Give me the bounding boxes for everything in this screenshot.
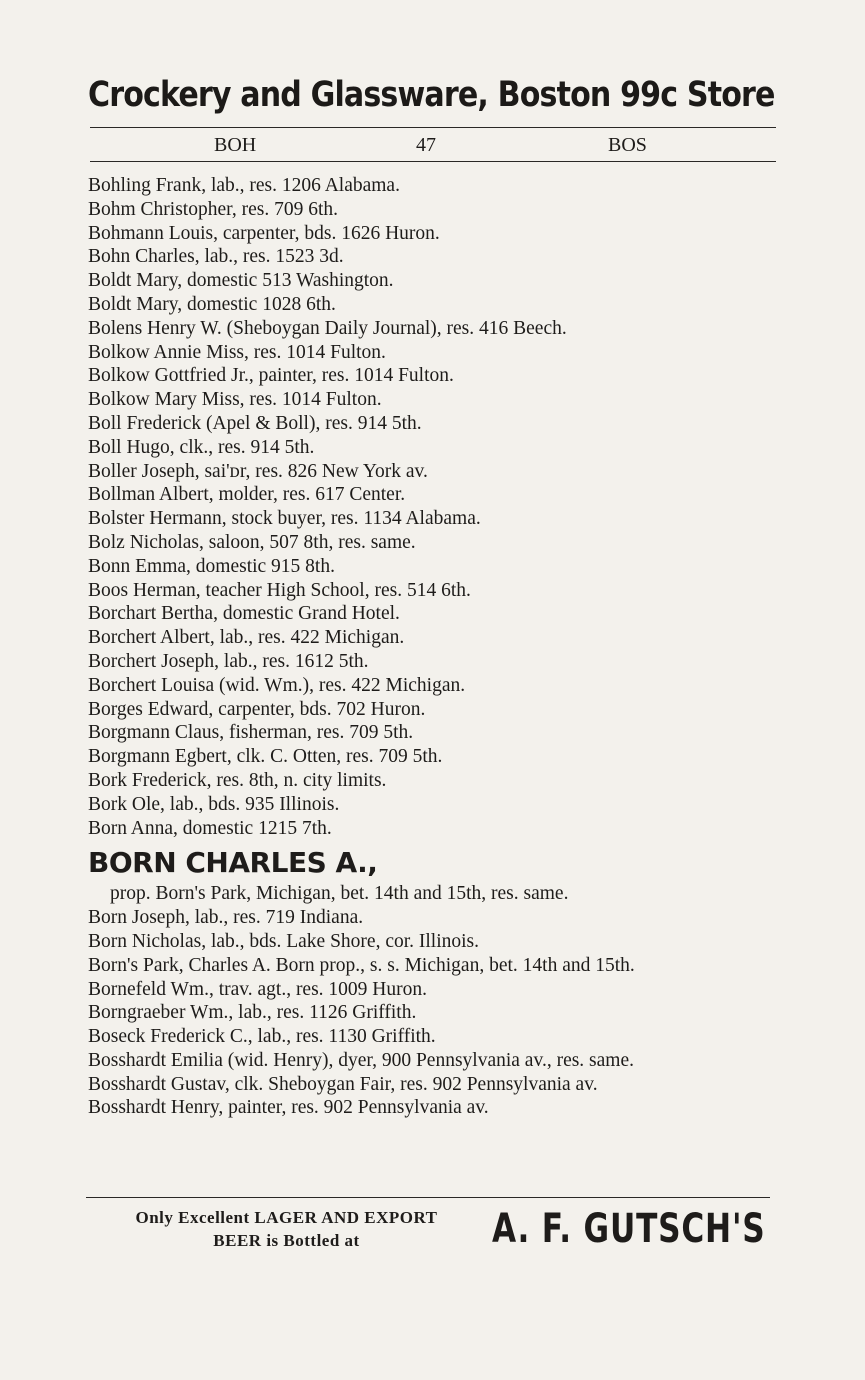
- directory-entry: Born's Park, Charles A. Born prop., s. s. Michigan, bet. 14th and 15th.: [88, 954, 635, 976]
- footer-ad-brand-name: A. F. GUTSCH'S: [492, 1206, 766, 1252]
- page-number: 47: [416, 134, 436, 156]
- feature-entry-heading: BORN CHARLES A.,: [88, 846, 378, 880]
- directory-entry: Borgmann Claus, fisherman, res. 709 5th.: [88, 722, 414, 744]
- directory-entry: Borgmann Egbert, clk. C. Otten, res. 709 5th.: [88, 746, 443, 768]
- directory-entry: Borngraeber Wm., lab., res. 1126 Griffith.: [88, 1002, 417, 1024]
- directory-entry: Bollman Albert, molder, res. 617 Center.: [88, 484, 406, 506]
- directory-entries: [88, 174, 778, 1120]
- footer-ad-tagline: [84, 1206, 489, 1252]
- directory-entry: Bolz Nicholas, saloon, 507 8th, res. same.: [88, 531, 416, 553]
- directory-entry: Borges Edward, carpenter, bds. 702 Huron.: [88, 698, 426, 720]
- directory-entry: Boseck Frederick C., lab., res. 1130 Griffith.: [88, 1026, 436, 1048]
- directory-entry: Boll Frederick (Apel & Boll), res. 914 5th.: [88, 412, 422, 434]
- header-rule-bottom: [90, 161, 776, 162]
- header-rule-top: [90, 127, 776, 128]
- directory-entry: Borchart Bertha, domestic Grand Hotel.: [88, 603, 400, 625]
- directory-entry: Bolkow Mary Miss, res. 1014 Fulton.: [88, 389, 382, 411]
- directory-entry: Bohling Frank, lab., res. 1206 Alabama.: [88, 175, 400, 196]
- footer-ad-line1: Only Excellent LAGER AND EXPORT: [135, 1208, 438, 1227]
- footer-rule: [86, 1197, 770, 1198]
- directory-entry: Bohn Charles, lab., res. 1523 3d.: [88, 246, 344, 268]
- directory-entry: Boller Joseph, sai'ᴅr, res. 826 New York av.: [88, 460, 428, 482]
- directory-entry: Bohm Christopher, res. 709 6th.: [88, 198, 338, 220]
- guide-word-left: BOH: [214, 134, 257, 156]
- directory-entry: Bork Frederick, res. 8th, n. city limits.: [88, 769, 387, 791]
- directory-entry: Born Anna, domestic 1215 7th.: [88, 817, 332, 839]
- footer-advertisement: [84, 1206, 774, 1256]
- directory-entry: Bornefeld Wm., trav. agt., res. 1009 Huron.: [88, 978, 428, 1000]
- guide-word-right: BOS: [608, 134, 647, 156]
- directory-entry: Bosshardt Henry, painter, res. 902 Pennsylvania av.: [88, 1097, 489, 1119]
- directory-entry: Bolens Henry W. (Sheboygan Daily Journal), res. 416 Beech.: [88, 317, 567, 339]
- directory-entry: Borchert Louisa (wid. Wm.), res. 422 Michigan.: [88, 674, 466, 696]
- page-banner-advertisement: Crockery and Glassware, Boston 99c Store: [88, 75, 775, 115]
- directory-entry: Bolster Hermann, stock buyer, res. 1134 Alabama.: [88, 508, 481, 530]
- directory-entry: Bolkow Gottfried Jr., painter, res. 1014 Fulton.: [88, 365, 454, 387]
- directory-entry: Boldt Mary, domestic 1028 6th.: [88, 293, 336, 315]
- directory-entry: Born Joseph, lab., res. 719 Indiana.: [88, 907, 364, 929]
- directory-entry: Boldt Mary, domestic 513 Washington.: [88, 270, 394, 292]
- directory-entry: Bolkow Annie Miss, res. 1014 Fulton.: [88, 341, 386, 363]
- directory-entry: Bosshardt Gustav, clk. Sheboygan Fair, res. 902 Pennsylvania av.: [88, 1073, 598, 1095]
- directory-entry: Bohmann Louis, carpenter, bds. 1626 Huron.: [88, 222, 440, 244]
- directory-entry: Bork Ole, lab., bds. 935 Illinois.: [88, 793, 340, 815]
- running-head: [90, 131, 776, 159]
- directory-entry: Bosshardt Emilia (wid. Henry), dyer, 900 Pennsylvania av., res. same.: [88, 1049, 634, 1071]
- directory-entry: Boll Hugo, clk., res. 914 5th.: [88, 436, 315, 458]
- directory-entry: Bonn Emma, domestic 915 8th.: [88, 555, 335, 577]
- footer-ad-line2: BEER is Bottled at: [213, 1231, 360, 1250]
- directory-entry: Born Nicholas, lab., bds. Lake Shore, cor. Illinois.: [88, 930, 480, 952]
- directory-entry: Borchert Albert, lab., res. 422 Michigan.: [88, 627, 405, 649]
- feature-entry-detail: prop. Born's Park, Michigan, bet. 14th and 15th, res. same.: [110, 883, 569, 905]
- directory-entry: Borchert Joseph, lab., res. 1612 5th.: [88, 650, 369, 672]
- directory-entry: Boos Herman, teacher High School, res. 514 6th.: [88, 579, 471, 601]
